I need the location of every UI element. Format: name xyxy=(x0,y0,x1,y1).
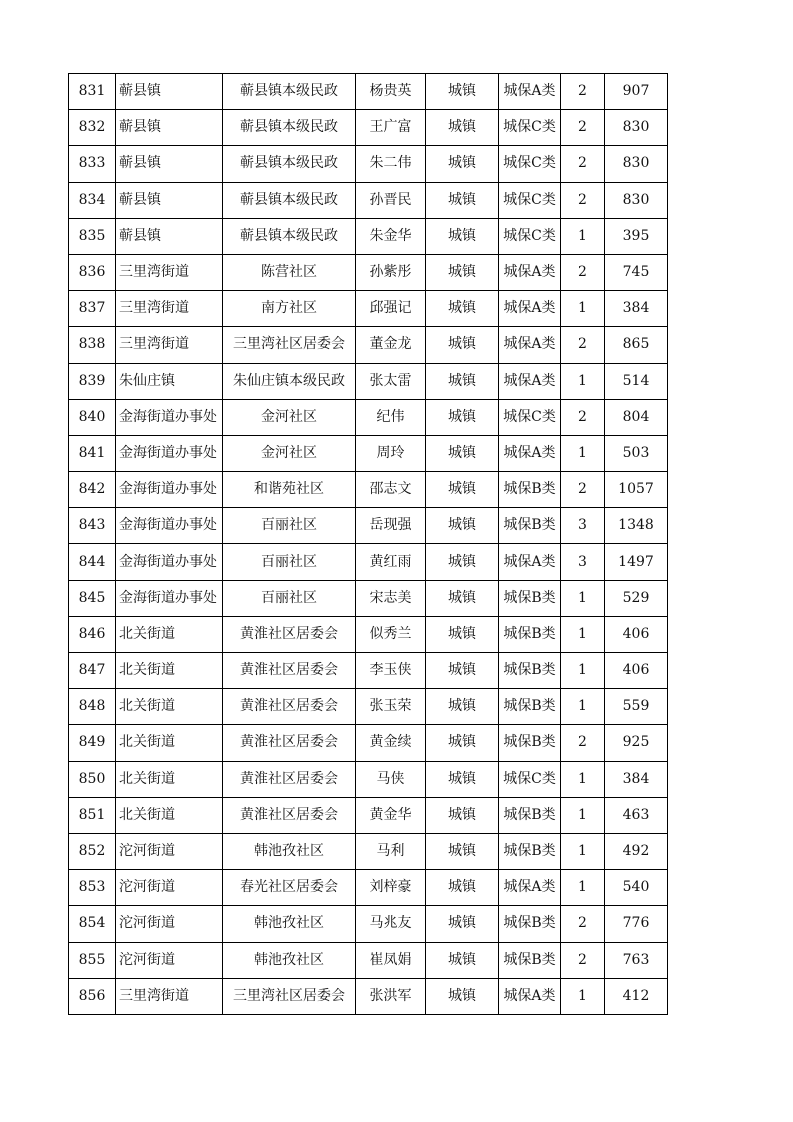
row-number-cell: 850 xyxy=(69,761,116,797)
amount-cell: 1348 xyxy=(605,508,668,544)
name-cell: 张太雷 xyxy=(356,363,426,399)
amount-cell: 1057 xyxy=(605,472,668,508)
name-cell: 刘梓豪 xyxy=(356,870,426,906)
category-cell: 城保A类 xyxy=(499,291,561,327)
category-cell: 城保A类 xyxy=(499,74,561,110)
area-cell: 城镇 xyxy=(426,653,499,689)
area-cell: 城镇 xyxy=(426,761,499,797)
category-cell: 城保C类 xyxy=(499,182,561,218)
category-cell: 城保C类 xyxy=(499,761,561,797)
amount-cell: 804 xyxy=(605,399,668,435)
category-cell: 城保A类 xyxy=(499,870,561,906)
category-cell: 城保B类 xyxy=(499,616,561,652)
community-cell: 黄淮社区居委会 xyxy=(223,797,356,833)
household-count-cell: 1 xyxy=(561,616,605,652)
row-number-cell: 856 xyxy=(69,978,116,1014)
town-cell: 北关街道 xyxy=(116,653,223,689)
area-cell: 城镇 xyxy=(426,74,499,110)
area-cell: 城镇 xyxy=(426,182,499,218)
household-count-cell: 1 xyxy=(561,653,605,689)
name-cell: 马兆友 xyxy=(356,906,426,942)
community-cell: 韩池孜社区 xyxy=(223,942,356,978)
household-count-cell: 2 xyxy=(561,146,605,182)
amount-cell: 395 xyxy=(605,218,668,254)
town-cell: 沱河街道 xyxy=(116,870,223,906)
community-cell: 黄淮社区居委会 xyxy=(223,725,356,761)
category-cell: 城保A类 xyxy=(499,978,561,1014)
household-count-cell: 2 xyxy=(561,942,605,978)
amount-cell: 925 xyxy=(605,725,668,761)
community-cell: 南方社区 xyxy=(223,291,356,327)
amount-cell: 776 xyxy=(605,906,668,942)
name-cell: 岳现强 xyxy=(356,508,426,544)
area-cell: 城镇 xyxy=(426,906,499,942)
community-cell: 蕲县镇本级民政 xyxy=(223,182,356,218)
community-cell: 蕲县镇本级民政 xyxy=(223,146,356,182)
table-row xyxy=(69,508,668,544)
community-cell: 和谐苑社区 xyxy=(223,472,356,508)
community-cell: 百丽社区 xyxy=(223,508,356,544)
household-count-cell: 1 xyxy=(561,870,605,906)
community-cell: 黄淮社区居委会 xyxy=(223,653,356,689)
amount-cell: 406 xyxy=(605,616,668,652)
name-cell: 孙紫彤 xyxy=(356,254,426,290)
area-cell: 城镇 xyxy=(426,110,499,146)
row-number-cell: 832 xyxy=(69,110,116,146)
row-number-cell: 845 xyxy=(69,580,116,616)
table-row xyxy=(69,363,668,399)
row-number-cell: 846 xyxy=(69,616,116,652)
amount-cell: 907 xyxy=(605,74,668,110)
amount-cell: 1497 xyxy=(605,544,668,580)
town-cell: 北关街道 xyxy=(116,689,223,725)
table-row xyxy=(69,472,668,508)
category-cell: 城保B类 xyxy=(499,689,561,725)
table-row xyxy=(69,580,668,616)
area-cell: 城镇 xyxy=(426,870,499,906)
table-row xyxy=(69,110,668,146)
table-row xyxy=(69,833,668,869)
table-row xyxy=(69,906,668,942)
category-cell: 城保A类 xyxy=(499,435,561,471)
town-cell: 金海街道办事处 xyxy=(116,472,223,508)
household-count-cell: 2 xyxy=(561,327,605,363)
community-cell: 蕲县镇本级民政 xyxy=(223,74,356,110)
table-row xyxy=(69,291,668,327)
area-cell: 城镇 xyxy=(426,435,499,471)
area-cell: 城镇 xyxy=(426,327,499,363)
amount-cell: 529 xyxy=(605,580,668,616)
category-cell: 城保B类 xyxy=(499,580,561,616)
table-row xyxy=(69,653,668,689)
area-cell: 城镇 xyxy=(426,399,499,435)
community-cell: 蕲县镇本级民政 xyxy=(223,218,356,254)
row-number-cell: 855 xyxy=(69,942,116,978)
name-cell: 黄金华 xyxy=(356,797,426,833)
amount-cell: 745 xyxy=(605,254,668,290)
community-cell: 蕲县镇本级民政 xyxy=(223,110,356,146)
area-cell: 城镇 xyxy=(426,978,499,1014)
town-cell: 金海街道办事处 xyxy=(116,508,223,544)
household-count-cell: 1 xyxy=(561,435,605,471)
table-row xyxy=(69,327,668,363)
town-cell: 蕲县镇 xyxy=(116,182,223,218)
name-cell: 董金龙 xyxy=(356,327,426,363)
household-count-cell: 2 xyxy=(561,725,605,761)
row-number-cell: 842 xyxy=(69,472,116,508)
town-cell: 北关街道 xyxy=(116,797,223,833)
table-row xyxy=(69,761,668,797)
amount-cell: 384 xyxy=(605,291,668,327)
category-cell: 城保A类 xyxy=(499,254,561,290)
amount-cell: 830 xyxy=(605,182,668,218)
table-row xyxy=(69,146,668,182)
town-cell: 金海街道办事处 xyxy=(116,399,223,435)
row-number-cell: 848 xyxy=(69,689,116,725)
row-number-cell: 847 xyxy=(69,653,116,689)
town-cell: 蕲县镇 xyxy=(116,110,223,146)
category-cell: 城保B类 xyxy=(499,725,561,761)
table-row xyxy=(69,74,668,110)
table-row xyxy=(69,182,668,218)
category-cell: 城保B类 xyxy=(499,833,561,869)
area-cell: 城镇 xyxy=(426,291,499,327)
amount-cell: 540 xyxy=(605,870,668,906)
town-cell: 沱河街道 xyxy=(116,942,223,978)
community-cell: 春光社区居委会 xyxy=(223,870,356,906)
town-cell: 沱河街道 xyxy=(116,833,223,869)
community-cell: 金河社区 xyxy=(223,399,356,435)
category-cell: 城保B类 xyxy=(499,942,561,978)
town-cell: 三里湾街道 xyxy=(116,291,223,327)
name-cell: 邱强记 xyxy=(356,291,426,327)
row-number-cell: 840 xyxy=(69,399,116,435)
town-cell: 北关街道 xyxy=(116,725,223,761)
amount-cell: 830 xyxy=(605,146,668,182)
name-cell: 似秀兰 xyxy=(356,616,426,652)
table-row xyxy=(69,254,668,290)
household-count-cell: 1 xyxy=(561,291,605,327)
name-cell: 李玉侠 xyxy=(356,653,426,689)
name-cell: 王广富 xyxy=(356,110,426,146)
community-cell: 百丽社区 xyxy=(223,544,356,580)
town-cell: 蕲县镇 xyxy=(116,218,223,254)
amount-cell: 514 xyxy=(605,363,668,399)
category-cell: 城保A类 xyxy=(499,327,561,363)
area-cell: 城镇 xyxy=(426,218,499,254)
amount-cell: 830 xyxy=(605,110,668,146)
household-count-cell: 2 xyxy=(561,110,605,146)
row-number-cell: 851 xyxy=(69,797,116,833)
table-row xyxy=(69,725,668,761)
town-cell: 三里湾街道 xyxy=(116,254,223,290)
town-cell: 沱河街道 xyxy=(116,906,223,942)
row-number-cell: 849 xyxy=(69,725,116,761)
household-count-cell: 1 xyxy=(561,689,605,725)
category-cell: 城保C类 xyxy=(499,399,561,435)
area-cell: 城镇 xyxy=(426,254,499,290)
community-cell: 黄淮社区居委会 xyxy=(223,689,356,725)
household-count-cell: 2 xyxy=(561,254,605,290)
household-count-cell: 1 xyxy=(561,797,605,833)
community-cell: 韩池孜社区 xyxy=(223,906,356,942)
row-number-cell: 843 xyxy=(69,508,116,544)
household-count-cell: 1 xyxy=(561,218,605,254)
table-row xyxy=(69,978,668,1014)
amount-cell: 763 xyxy=(605,942,668,978)
household-count-cell: 2 xyxy=(561,472,605,508)
row-number-cell: 854 xyxy=(69,906,116,942)
area-cell: 城镇 xyxy=(426,146,499,182)
table-row xyxy=(69,942,668,978)
name-cell: 黄金续 xyxy=(356,725,426,761)
household-count-cell: 2 xyxy=(561,182,605,218)
area-cell: 城镇 xyxy=(426,689,499,725)
category-cell: 城保A类 xyxy=(499,544,561,580)
table-row xyxy=(69,218,668,254)
row-number-cell: 841 xyxy=(69,435,116,471)
amount-cell: 865 xyxy=(605,327,668,363)
category-cell: 城保B类 xyxy=(499,797,561,833)
name-cell: 周玲 xyxy=(356,435,426,471)
community-cell: 三里湾社区居委会 xyxy=(223,327,356,363)
category-cell: 城保C类 xyxy=(499,146,561,182)
town-cell: 三里湾街道 xyxy=(116,327,223,363)
row-number-cell: 844 xyxy=(69,544,116,580)
household-count-cell: 2 xyxy=(561,74,605,110)
amount-cell: 412 xyxy=(605,978,668,1014)
row-number-cell: 834 xyxy=(69,182,116,218)
amount-cell: 492 xyxy=(605,833,668,869)
town-cell: 金海街道办事处 xyxy=(116,435,223,471)
name-cell: 崔凤娟 xyxy=(356,942,426,978)
amount-cell: 384 xyxy=(605,761,668,797)
household-count-cell: 1 xyxy=(561,363,605,399)
town-cell: 北关街道 xyxy=(116,616,223,652)
row-number-cell: 837 xyxy=(69,291,116,327)
household-count-cell: 2 xyxy=(561,399,605,435)
community-cell: 黄淮社区居委会 xyxy=(223,616,356,652)
area-cell: 城镇 xyxy=(426,833,499,869)
community-cell: 金河社区 xyxy=(223,435,356,471)
name-cell: 朱二伟 xyxy=(356,146,426,182)
town-cell: 金海街道办事处 xyxy=(116,544,223,580)
table-row xyxy=(69,797,668,833)
row-number-cell: 838 xyxy=(69,327,116,363)
category-cell: 城保C类 xyxy=(499,110,561,146)
table-row xyxy=(69,399,668,435)
community-cell: 百丽社区 xyxy=(223,580,356,616)
town-cell: 三里湾街道 xyxy=(116,978,223,1014)
category-cell: 城保B类 xyxy=(499,508,561,544)
area-cell: 城镇 xyxy=(426,725,499,761)
community-cell: 陈营社区 xyxy=(223,254,356,290)
name-cell: 杨贵英 xyxy=(356,74,426,110)
row-number-cell: 836 xyxy=(69,254,116,290)
table-row xyxy=(69,435,668,471)
community-cell: 韩池孜社区 xyxy=(223,833,356,869)
row-number-cell: 852 xyxy=(69,833,116,869)
amount-cell: 406 xyxy=(605,653,668,689)
community-cell: 朱仙庄镇本级民政 xyxy=(223,363,356,399)
name-cell: 宋志美 xyxy=(356,580,426,616)
name-cell: 孙晋民 xyxy=(356,182,426,218)
name-cell: 张玉荣 xyxy=(356,689,426,725)
table-row xyxy=(69,616,668,652)
allowance-table xyxy=(68,73,668,1015)
row-number-cell: 835 xyxy=(69,218,116,254)
amount-cell: 559 xyxy=(605,689,668,725)
name-cell: 黄红雨 xyxy=(356,544,426,580)
category-cell: 城保C类 xyxy=(499,218,561,254)
town-cell: 蕲县镇 xyxy=(116,74,223,110)
table-row xyxy=(69,689,668,725)
area-cell: 城镇 xyxy=(426,942,499,978)
household-count-cell: 1 xyxy=(561,978,605,1014)
category-cell: 城保B类 xyxy=(499,472,561,508)
town-cell: 北关街道 xyxy=(116,761,223,797)
row-number-cell: 853 xyxy=(69,870,116,906)
amount-cell: 503 xyxy=(605,435,668,471)
household-count-cell: 3 xyxy=(561,544,605,580)
town-cell: 朱仙庄镇 xyxy=(116,363,223,399)
row-number-cell: 839 xyxy=(69,363,116,399)
household-count-cell: 3 xyxy=(561,508,605,544)
name-cell: 朱金华 xyxy=(356,218,426,254)
category-cell: 城保A类 xyxy=(499,363,561,399)
amount-cell: 463 xyxy=(605,797,668,833)
area-cell: 城镇 xyxy=(426,544,499,580)
community-cell: 黄淮社区居委会 xyxy=(223,761,356,797)
household-count-cell: 1 xyxy=(561,833,605,869)
name-cell: 马利 xyxy=(356,833,426,869)
name-cell: 邵志文 xyxy=(356,472,426,508)
area-cell: 城镇 xyxy=(426,363,499,399)
area-cell: 城镇 xyxy=(426,797,499,833)
area-cell: 城镇 xyxy=(426,508,499,544)
town-cell: 金海街道办事处 xyxy=(116,580,223,616)
household-count-cell: 2 xyxy=(561,906,605,942)
row-number-cell: 831 xyxy=(69,74,116,110)
area-cell: 城镇 xyxy=(426,616,499,652)
category-cell: 城保B类 xyxy=(499,653,561,689)
table-row xyxy=(69,544,668,580)
name-cell: 张洪军 xyxy=(356,978,426,1014)
name-cell: 马侠 xyxy=(356,761,426,797)
household-count-cell: 1 xyxy=(561,761,605,797)
category-cell: 城保B类 xyxy=(499,906,561,942)
area-cell: 城镇 xyxy=(426,580,499,616)
community-cell: 三里湾社区居委会 xyxy=(223,978,356,1014)
table-body xyxy=(69,74,668,1015)
row-number-cell: 833 xyxy=(69,146,116,182)
name-cell: 纪伟 xyxy=(356,399,426,435)
town-cell: 蕲县镇 xyxy=(116,146,223,182)
area-cell: 城镇 xyxy=(426,472,499,508)
household-count-cell: 1 xyxy=(561,580,605,616)
table-row xyxy=(69,870,668,906)
